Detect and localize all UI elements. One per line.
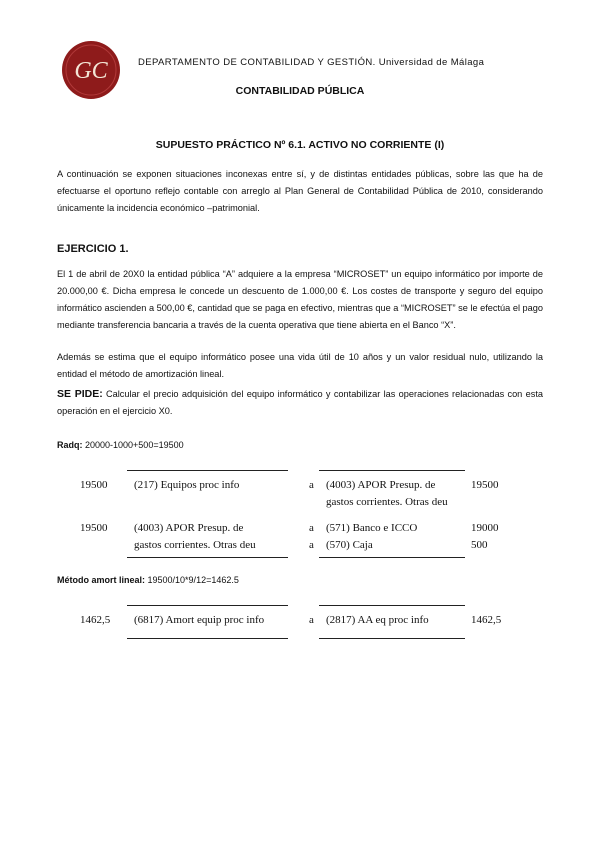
a-separator: a: [309, 539, 314, 551]
journal-top-rule-right: [319, 605, 465, 606]
credit-amount: 500: [471, 539, 488, 551]
credit-account: (2817) AA eq proc info: [326, 614, 429, 626]
se-pide-label: SE PIDE:: [57, 388, 103, 400]
se-pide-text: Calcular el precio adquisición del equipo informático y contabilizar las operaciones relacionadas con esta operación en el ejercicio X0.: [57, 389, 543, 416]
a-separator: a: [309, 614, 314, 626]
method-formula-text: 19500/10*9/12=1462.5: [145, 575, 239, 585]
solution-label: Radq:: [57, 440, 83, 450]
credit-account: (571) Banco e ICCO: [326, 522, 418, 534]
credit-amount: 1462,5: [471, 614, 502, 626]
debit-amount: 19500: [80, 522, 108, 534]
a-separator: a: [309, 479, 314, 491]
subject-heading: CONTABILIDAD PÚBLICA: [235, 85, 365, 97]
debit-account: (217) Equipos proc info: [134, 479, 240, 491]
exercise-paragraph-2: Además se estima que el equipo informático posee una vida útil de 10 años y un valor residual nulo, utilizando la entidad el método de amortización lineal.: [57, 352, 543, 379]
department-header: DEPARTAMENTO DE CONTABILIDAD Y GESTIÓN. Universidad de Málaga: [138, 57, 485, 68]
a-separator: a: [309, 522, 314, 534]
exercise-paragraph-1: El 1 de abril de 20X0 la entidad pública “A” adquiere a la empresa “MICROSET” un equipo informático por importe de 20.000,00 €. Dicha empresa le concede un descuento de 1.000,00 €. Los costes de transporte y seguro del equipo informático ascienden a 500,00 €, cantidad que se paga en efectivo, mientras que a “MICROSET” se le efectúa el pago mediante transferencia bancaria a través de la cuenta operativa que tiene abierta en el Banco “X”.: [57, 269, 543, 330]
solution-formula-text: 20000-1000+500=19500: [82, 440, 184, 450]
credit-account: (570) Caja: [326, 539, 373, 551]
credit-amount: 19000: [471, 522, 499, 534]
credit-account: (4003) APOR Presup. de: [326, 479, 436, 491]
debit-amount: 1462,5: [80, 614, 111, 626]
method-label: Método amort lineal:: [57, 575, 146, 585]
journal-bottom-rule-right: [319, 638, 465, 639]
journal-top-rule-left: [127, 605, 288, 606]
credit-account: gastos corrientes. Otras deu: [326, 496, 448, 508]
debit-account: (6817) Amort equip proc info: [134, 614, 265, 626]
credit-amount: 19500: [471, 479, 499, 491]
debit-account: (4003) APOR Presup. de: [134, 522, 244, 534]
exercise-heading: EJERCICIO 1.: [57, 243, 129, 255]
logo-monogram: GC: [74, 58, 108, 84]
journal-bottom-rule-left: [127, 638, 288, 639]
page-title: SUPUESTO PRÁCTICO Nº 6.1. ACTIVO NO CORRIENTE (I): [155, 139, 445, 151]
debit-amount: 19500: [80, 479, 108, 491]
debit-account: gastos corrientes. Otras deu: [134, 539, 256, 551]
intro-paragraph: A continuación se exponen situaciones inconexas entre sí, y de distintas entidades públicas, sobre las que ha de efectuarse el oportuno reflejo contable con arreglo al Plan General de Contabilidad Pública de 2010, considerando únicamente la incidencia económico –patrimonial.: [57, 169, 543, 213]
